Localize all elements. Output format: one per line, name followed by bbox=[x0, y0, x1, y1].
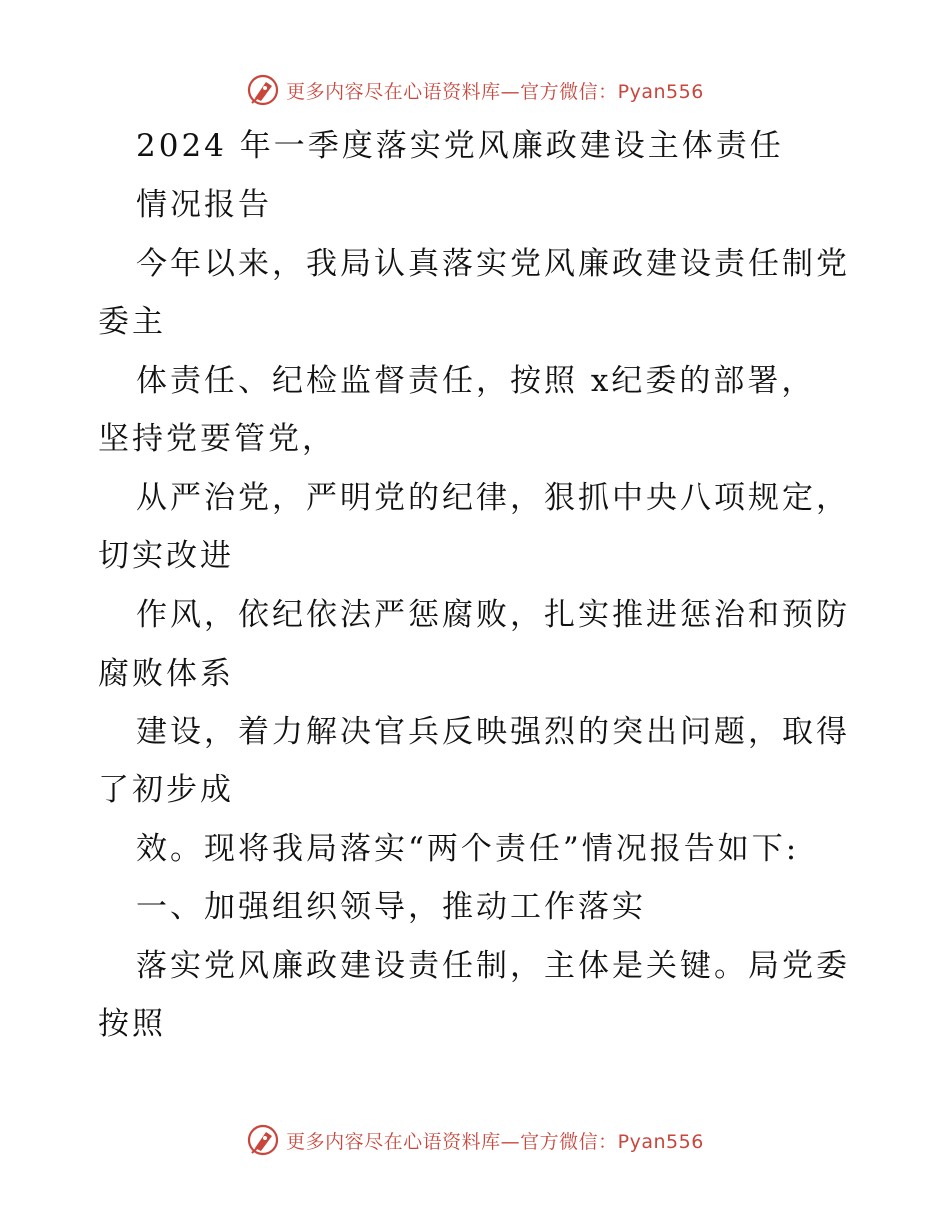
paragraph-line: 腐败体系 bbox=[98, 656, 234, 692]
paragraph-line: 建设，着力解决官兵反映强烈的突出问题，取得 bbox=[136, 714, 850, 750]
document-title-line-2: 情况报告 bbox=[136, 187, 272, 223]
paragraph-line: 落实党风廉政建设责任制，主体是关键。局党委 bbox=[136, 948, 850, 984]
paragraph-line: 坚持党要管党， bbox=[98, 421, 336, 457]
pen-nib-circle-icon bbox=[246, 1123, 280, 1157]
section-heading: 一、加强组织领导，推动工作落实 bbox=[136, 889, 646, 925]
paragraph-line: 作风，依纪依法严惩腐败，扎实推进惩治和预防 bbox=[136, 597, 850, 633]
paragraph-line: 从严治党，严明党的纪律，狠抓中央八项规定， bbox=[136, 480, 850, 516]
paragraph-line: 今年以来，我局认真落实党风廉政建设责任制党 bbox=[136, 246, 850, 282]
paragraph-line: 体责任、纪检监督责任，按照 x纪委的部署， bbox=[136, 363, 816, 399]
paragraph-line: 切实改进 bbox=[98, 538, 234, 574]
paragraph-line: 了初步成 bbox=[98, 772, 234, 808]
document-title-line-1: 2024 年一季度落实党风廉政建设主体责任 bbox=[136, 128, 784, 164]
paragraph-line: 效。现将我局落实“两个责任”情况报告如下: bbox=[136, 831, 800, 867]
watermark-footer bbox=[0, 1120, 950, 1160]
paragraph-line: 委主 bbox=[98, 304, 166, 340]
paragraph-line: 按照 bbox=[98, 1006, 166, 1042]
watermark-text: 更多内容尽在心语资料库—官方微信：Pyan556 bbox=[286, 80, 704, 103]
watermark-text: 更多内容尽在心语资料库—官方微信：Pyan556 bbox=[286, 1130, 704, 1153]
